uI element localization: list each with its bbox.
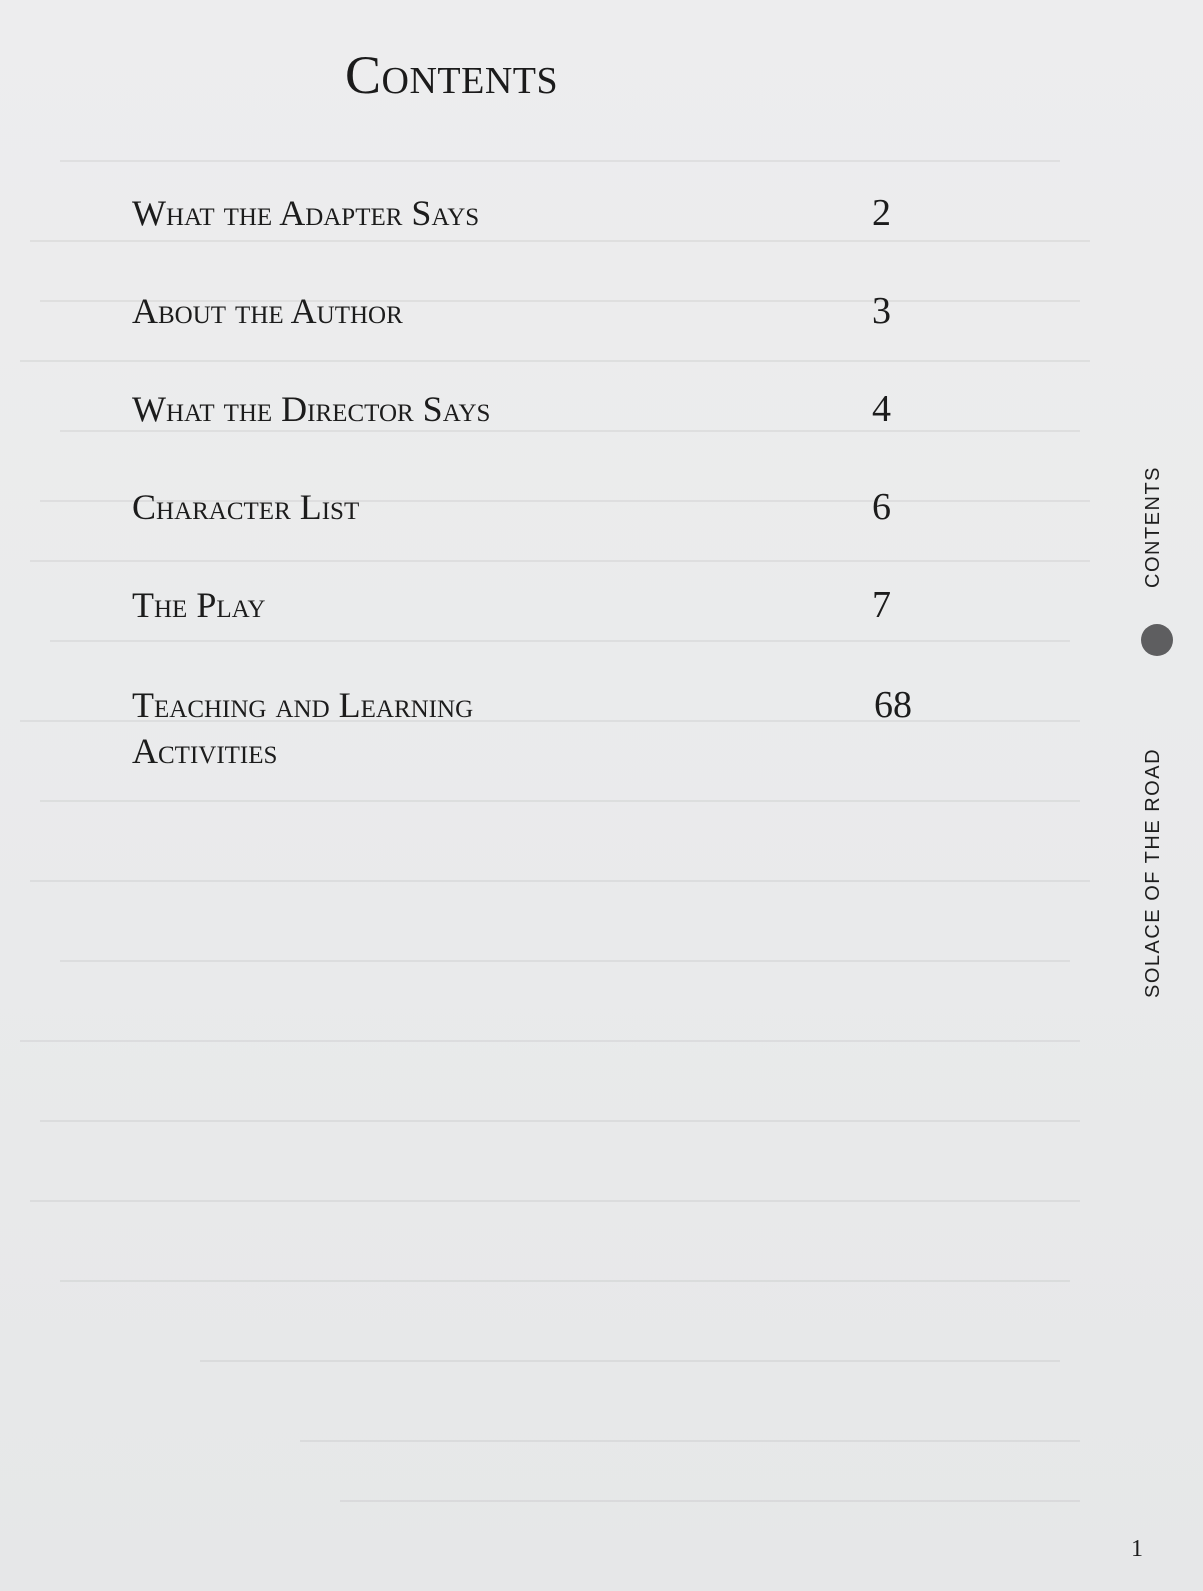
toc-entry-label: The Play — [132, 585, 266, 625]
side-section-label: CONTENTS — [1142, 466, 1164, 588]
toc-entry-page: 7 — [872, 584, 891, 626]
toc-entry-page: 68 — [874, 684, 912, 726]
page-number: 1 — [1131, 1536, 1143, 1562]
toc-entry-label: What the Director Says — [132, 389, 491, 429]
toc-entry-page: 3 — [872, 290, 891, 332]
toc-entry-label: What the Adapter Says — [132, 193, 480, 233]
toc-entry-page: 2 — [872, 192, 891, 234]
section-marker-dot — [1141, 624, 1173, 656]
toc-entry-page: 4 — [872, 388, 891, 430]
contents-heading: Contents — [345, 45, 559, 105]
toc-entry-label: About the Author — [132, 291, 403, 331]
toc-entry-label: Character List — [132, 487, 360, 527]
side-book-title: SOLACE OF THE ROAD — [1142, 747, 1164, 998]
side-running-header — [1142, 460, 1172, 1000]
toc-entry-label: Teaching and Learning Activities — [132, 685, 474, 771]
toc-entry-page: 6 — [872, 486, 891, 528]
